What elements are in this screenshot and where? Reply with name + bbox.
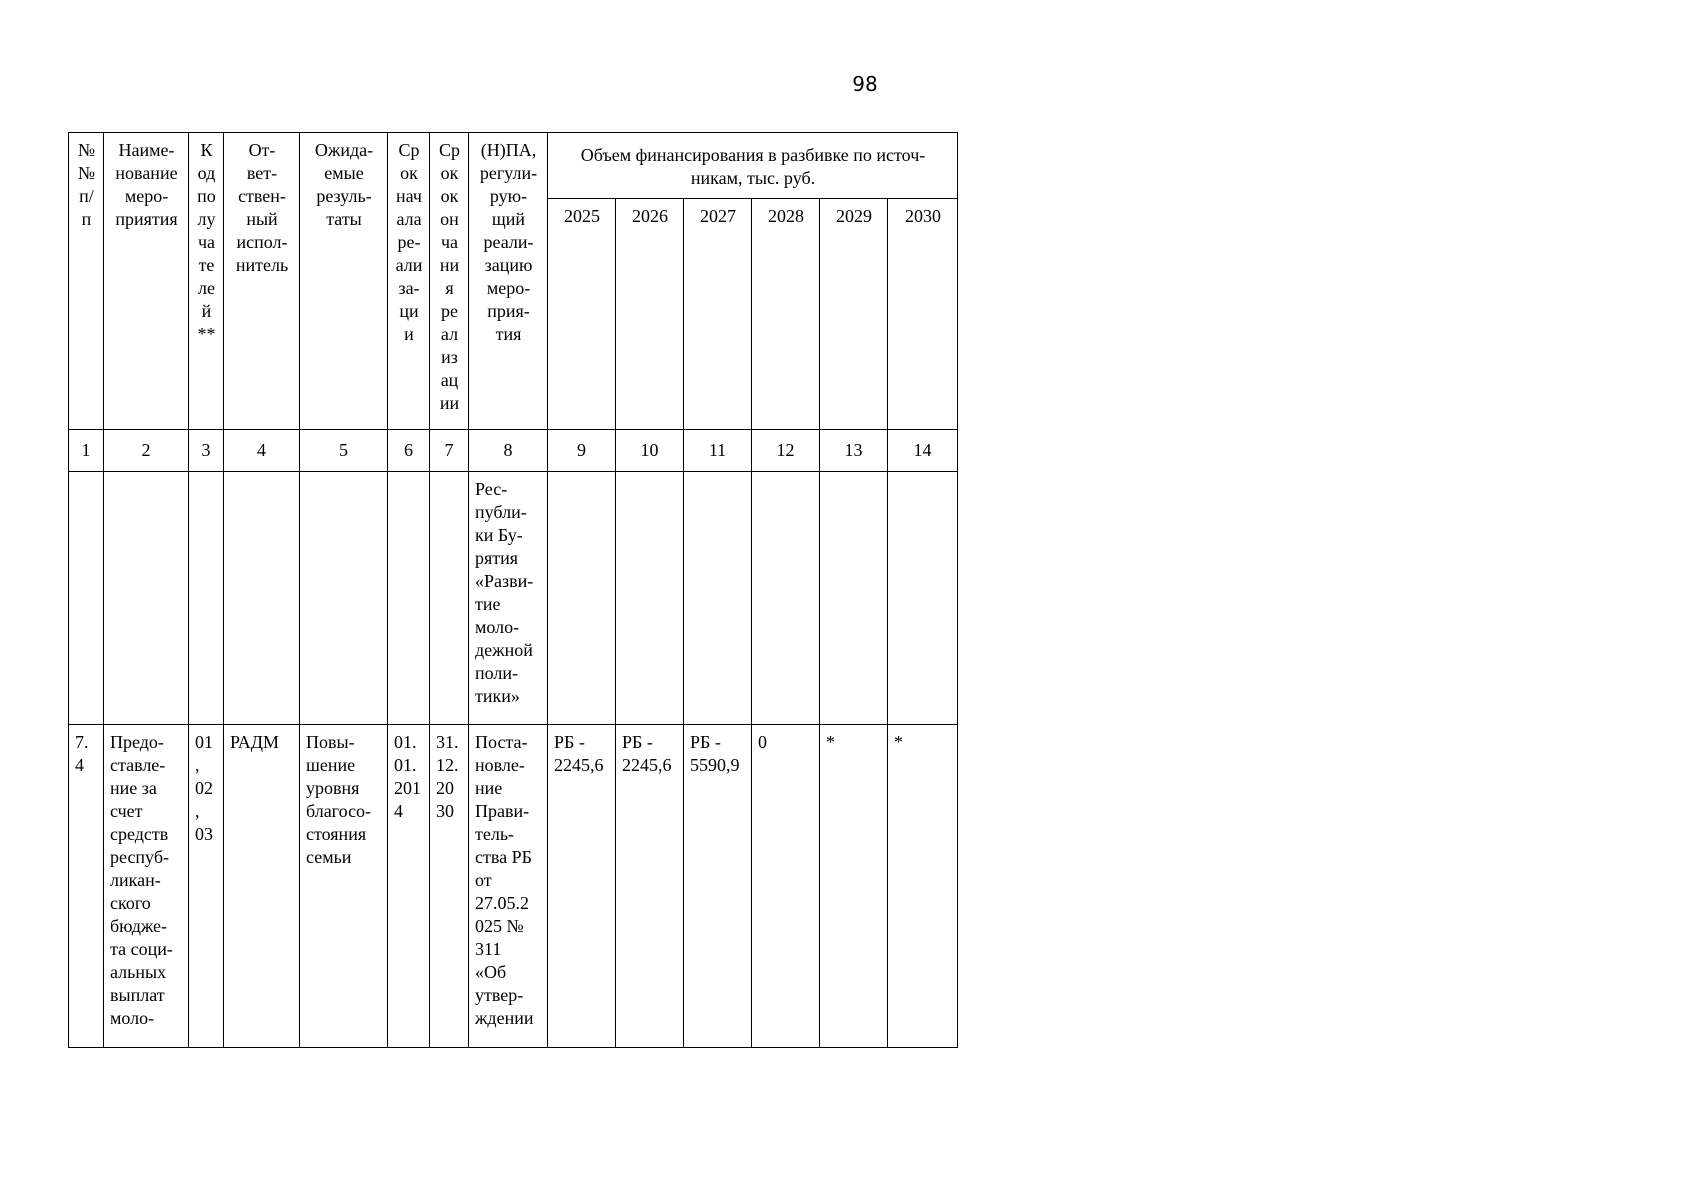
header-executor: От- вет- ствен- ный испол- нитель [224, 133, 300, 430]
table-row [69, 725, 958, 1048]
cell-value: РБ - 5590,9 [684, 725, 752, 1048]
cell-value: РБ - 2245,6 [548, 725, 616, 1048]
cell-value: РБ - 2245,6 [616, 725, 684, 1048]
cell-value [820, 472, 888, 725]
column-number: 9 [548, 430, 616, 472]
header-row [69, 133, 958, 199]
header-results: Ожида- емые резуль- таты [300, 133, 388, 430]
cell-results: Повы- шение уровня благосо- стояния семьи [300, 725, 388, 1048]
header-end: Ср ок ок он ча ни я ре ал из ац ии [430, 133, 469, 430]
cell-name [104, 472, 189, 725]
header-name: Наиме- нование меро- приятия [104, 133, 189, 430]
cell-results [300, 472, 388, 725]
column-number: 3 [189, 430, 224, 472]
column-number: 14 [888, 430, 958, 472]
header-no: № № п/ п [69, 133, 104, 430]
cell-value: * [888, 725, 958, 1048]
header-year: 2025 [548, 199, 616, 430]
column-number: 12 [752, 430, 820, 472]
cell-npa: Поста- новле- ние Прави- тель- ства РБ от 27.05.2 025 № 311 «Об утвер- ждении [469, 725, 548, 1048]
cell-value [752, 472, 820, 725]
cell-name: Предо- ставле- ние за счет средств респуб- ликан- ского бюдже- та соци- альных выплат моло- [104, 725, 189, 1048]
header-year: 2030 [888, 199, 958, 430]
cell-end: 31. 12. 20 30 [430, 725, 469, 1048]
header-year: 2029 [820, 199, 888, 430]
financing-table [68, 132, 958, 1048]
column-number: 10 [616, 430, 684, 472]
cell-start [388, 472, 430, 725]
cell-executor: РАДМ [224, 725, 300, 1048]
column-number: 1 [69, 430, 104, 472]
cell-code [189, 472, 224, 725]
header-start: Ср ок нач ала ре- али за- ци и [388, 133, 430, 430]
cell-start: 01. 01. 201 4 [388, 725, 430, 1048]
cell-no [69, 472, 104, 725]
column-number: 13 [820, 430, 888, 472]
column-number: 11 [684, 430, 752, 472]
cell-no: 7. 4 [69, 725, 104, 1048]
column-number: 6 [388, 430, 430, 472]
column-number: 4 [224, 430, 300, 472]
cell-npa: Рес- публи- ки Бу- рятия «Разви- тие моло- дежной поли- тики» [469, 472, 548, 725]
cell-value [616, 472, 684, 725]
column-numbers-row [69, 430, 958, 472]
header-npa: (Н)ПА, регули- рую- щий реали- зацию меро- прия- тия [469, 133, 548, 430]
column-number: 7 [430, 430, 469, 472]
cell-value [888, 472, 958, 725]
cell-value: * [820, 725, 888, 1048]
header-year: 2027 [684, 199, 752, 430]
column-number: 2 [104, 430, 189, 472]
cell-code: 01 , 02 , 03 [189, 725, 224, 1048]
column-number: 5 [300, 430, 388, 472]
cell-value [684, 472, 752, 725]
table-row [69, 472, 958, 725]
header-year: 2026 [616, 199, 684, 430]
header-funding: Объем финансирования в разбивке по источ- никам, тыс. руб. [548, 133, 958, 199]
header-code: К од по лу ча те ле й ** [189, 133, 224, 430]
cell-value: 0 [752, 725, 820, 1048]
cell-executor [224, 472, 300, 725]
cell-value [548, 472, 616, 725]
cell-end [430, 472, 469, 725]
page-number: 98 [852, 72, 878, 96]
header-year: 2028 [752, 199, 820, 430]
column-number: 8 [469, 430, 548, 472]
